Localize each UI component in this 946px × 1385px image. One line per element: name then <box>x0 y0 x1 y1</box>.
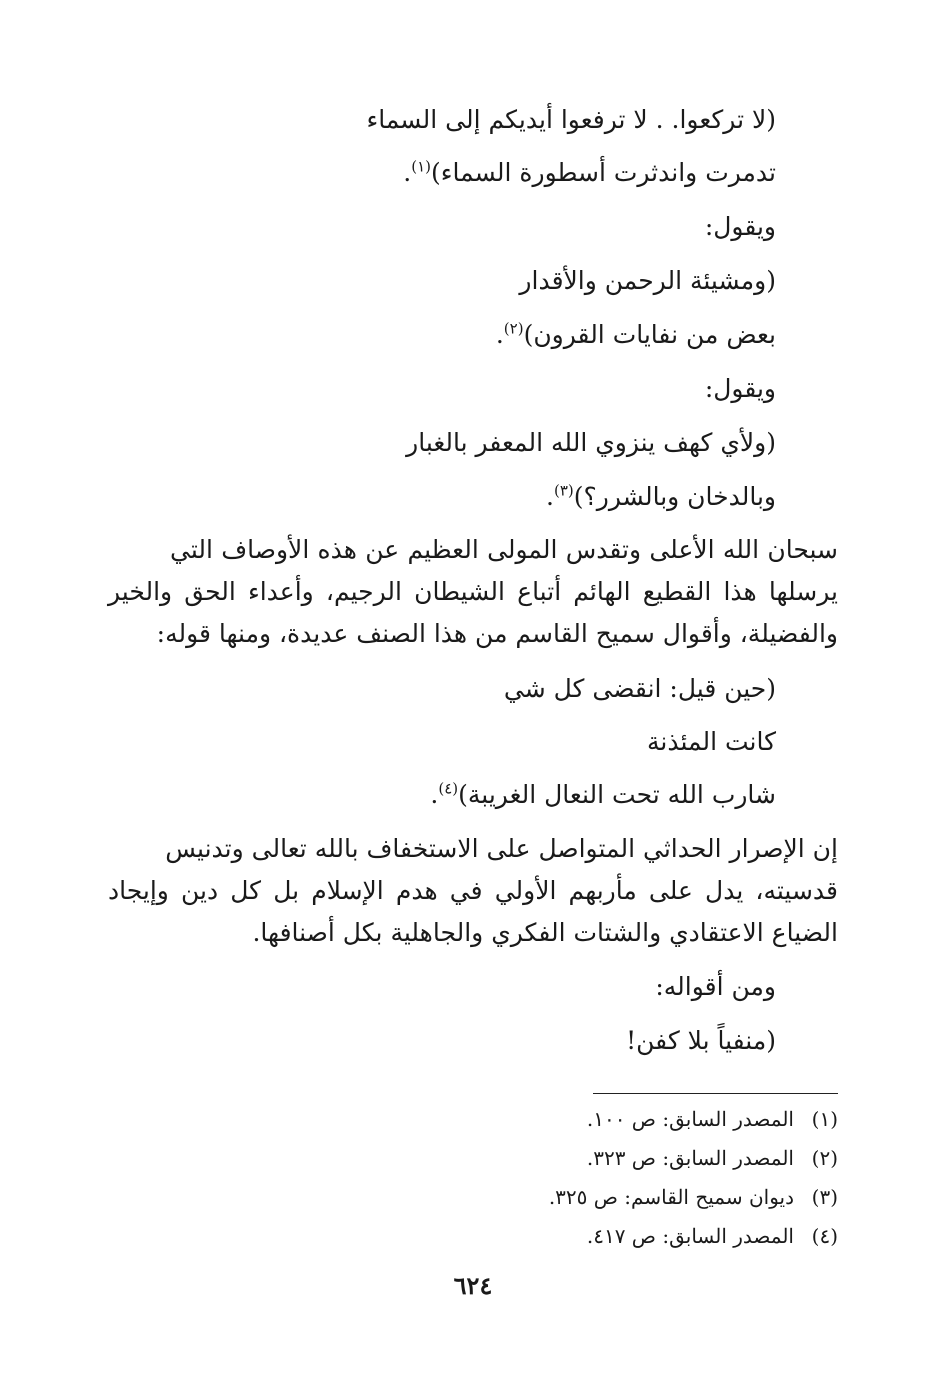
verse-line: (لا تركعوا. . لا ترفعوا أيديكم إلى السماء <box>366 105 776 134</box>
paragraph-line: والفضيلة، وأقوال سميح القاسم من هذا الصنف عديدة، ومنها قوله: <box>156 619 838 648</box>
verse-line: (ومشيئة الرحمن والأقدار <box>519 266 776 295</box>
footnote-ref: (٢) <box>503 319 524 338</box>
speaker-line: ويقول: <box>704 212 776 241</box>
verse-line: (حين قيل: انقضى كل شي <box>503 674 776 703</box>
paragraph-line: الضياع الاعتقادي والشتات الفكري والجاهلية بكل أصنافها. <box>252 918 838 947</box>
footnote-number: (٤) <box>811 1224 838 1248</box>
footnote <box>587 1144 838 1172</box>
footnote-number: (٢) <box>811 1146 838 1170</box>
footnote-ref: (٤) <box>438 779 459 798</box>
period: . <box>403 158 412 187</box>
footnote-text: ديوان سميح القاسم: ص ٣٢٥. <box>548 1185 794 1209</box>
verse-line: (ولأي كهف ينزوي الله المعفر بالغبار <box>406 428 776 457</box>
footnote-ref: (٣) <box>553 481 574 500</box>
verse-line <box>403 156 776 190</box>
paragraph-line: إن الإصرار الحداثي المتواصل على الاستخفاف بالله تعالى وتدنيس <box>165 834 838 863</box>
verse-line: كانت المئذنة <box>646 727 776 756</box>
paragraph-line: قدسيته، يدل على مأربهم الأولي في هدم الإسلام بل كل دين وإيجاد <box>108 876 838 905</box>
footnote-text: المصدر السابق: ص ٤١٧. <box>586 1224 794 1248</box>
footnote-ref: (١) <box>411 157 432 176</box>
paragraph-line: يرسلها هذا القطيع الهائم أتباع الشيطان الرجيم، وأعداء الحق والخير <box>108 577 838 606</box>
period: . <box>495 320 504 349</box>
footnote-number: (٣) <box>811 1185 838 1209</box>
footnote-text: المصدر السابق: ص ٣٢٣. <box>586 1146 794 1170</box>
verse-text: بعض من نفايات القرون) <box>523 320 776 349</box>
footnote-text: المصدر السابق: ص ١٠٠. <box>586 1107 794 1131</box>
footnote <box>587 1105 838 1133</box>
footnote-separator <box>593 1093 838 1094</box>
speaker-line: ويقول: <box>704 374 776 403</box>
verse-text: شارب الله تحت النعال الغريبة) <box>458 780 776 809</box>
verse-text: تدمرت واندثرت أسطورة السماء) <box>431 158 776 187</box>
verse-line <box>546 480 776 514</box>
speaker-line: ومن أقواله: <box>655 972 776 1001</box>
period: . <box>430 780 439 809</box>
footnote-number: (١) <box>811 1107 838 1131</box>
verse-line: (منفياً بلا كفن! <box>626 1026 776 1055</box>
verse-line <box>496 318 776 352</box>
verse-text: وبالدخان وبالشرر؟) <box>573 482 776 511</box>
footnote <box>549 1183 838 1211</box>
page-number: ٦٢٤ <box>453 1271 493 1300</box>
verse-line <box>430 778 776 812</box>
footnote <box>587 1222 838 1250</box>
period: . <box>546 482 554 511</box>
paragraph-line: سبحان الله الأعلى وتقدس المولى العظيم عن هذه الأوصاف التي <box>170 535 838 564</box>
